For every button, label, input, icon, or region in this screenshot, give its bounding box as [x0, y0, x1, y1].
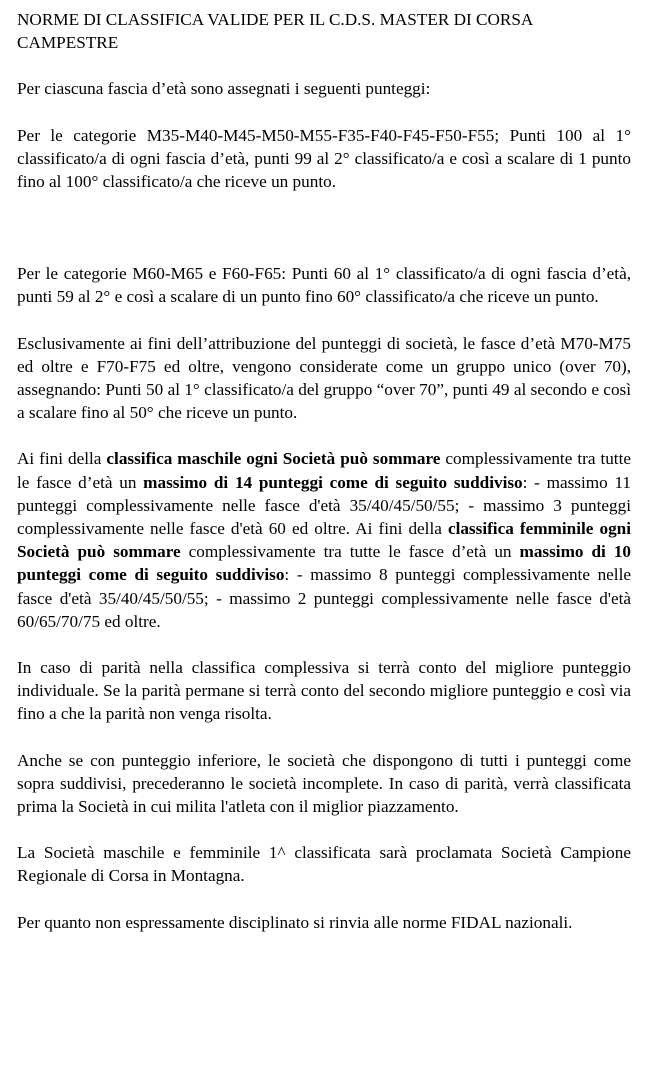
bold-female-classification: classifica femminile ogni Società può sommare	[17, 519, 631, 562]
paragraph-fidal-rules: Per quanto non espressamente disciplinato si rinvia alle norme FIDAL nazionali.	[17, 912, 573, 932]
paragraph-scoring-limits	[17, 447, 631, 633]
bold-female-max-scores: massimo di 10 punteggi come di seguito suddiviso	[17, 542, 632, 585]
bold-male-classification: classifica maschile ogni Società può sommare	[106, 449, 441, 469]
text-segment: Ai fini della	[17, 449, 107, 469]
paragraph-complete-teams: Anche se con punteggio inferiore, le società che dispongono di tutti i punteggi come sopra suddivisi, precederanno le società incomplete. In caso di parità, verrà classificata prima la Società in cui milita l'atleta con il miglior piazzamento.	[17, 750, 631, 817]
text-segment: : - massimo 8 punteggi complessivamente nelle fasce d'età 35/40/45/50/55; - massimo 2 punteggi complessivamente nelle fasce d'età 60/65/70/75 ed oltre.	[17, 565, 631, 631]
text-segment: complessivamente tra tutte le fasce d’età un	[180, 542, 520, 562]
intro-paragraph: Per ciascuna fascia d’età sono assegnati i seguenti punteggi:	[17, 79, 431, 99]
paragraph-categories-m35-f55: Per le categorie M35-M40-M45-M50-M55-F35-F40-F45-F50-F55; Punti 100 al 1° classificato/a di ogni fascia d’età, punti 99 al 2° classificato/a e così a scalare di 1 punto fino al 100° classificato/a che riceve un punto.	[17, 125, 631, 192]
bold-male-max-scores: massimo di 14 punteggi come di seguito suddiviso	[143, 472, 523, 492]
paragraph-over-70: Esclusivamente ai fini dell’attribuzione del punteggi di società, le fasce d’età M70-M75 ed oltre e F70-F75 ed oltre, vengono considerate come un gruppo unico (over 70), assegnando: Punti 50 al 1° classificato/a del gruppo “over 70”, punti 49 al secondo e così a scalare fino al 50° che riceve un punto.	[17, 333, 631, 423]
paragraph-champion: La Società maschile e femminile 1^ classificata sarà proclamata Società Campione Regionale di Corsa in Montagna.	[17, 843, 631, 886]
document-title: NORME DI CLASSIFICA VALIDE PER IL C.D.S. MASTER DI CORSA CAMPESTRE	[17, 10, 533, 53]
text-segment: complessivamente tra tutte le fasce d’età un	[17, 449, 631, 492]
document-page	[17, 8, 631, 934]
text-segment: : - massimo 11 punteggi complessivamente nelle fasce d'età 35/40/45/50/55; - massimo 3 punteggi complessivamente nelle fasce d'età 60 ed oltre. Ai fini della	[17, 472, 631, 539]
paragraph-categories-m60-f65: Per le categorie M60-M65 e F60-F65: Punti 60 al 1° classificato/a di ogni fascia d’età, punti 59 al 2° e così a scalare di un punto fino 60° classificato/a che riceve un punto.	[17, 264, 631, 307]
paragraph-tie-break: In caso di parità nella classifica complessiva si terrà conto del migliore punteggio individuale. Se la parità permane si terrà conto del secondo migliore punteggio e così via fino a che la parità non venga risolta.	[17, 658, 631, 724]
